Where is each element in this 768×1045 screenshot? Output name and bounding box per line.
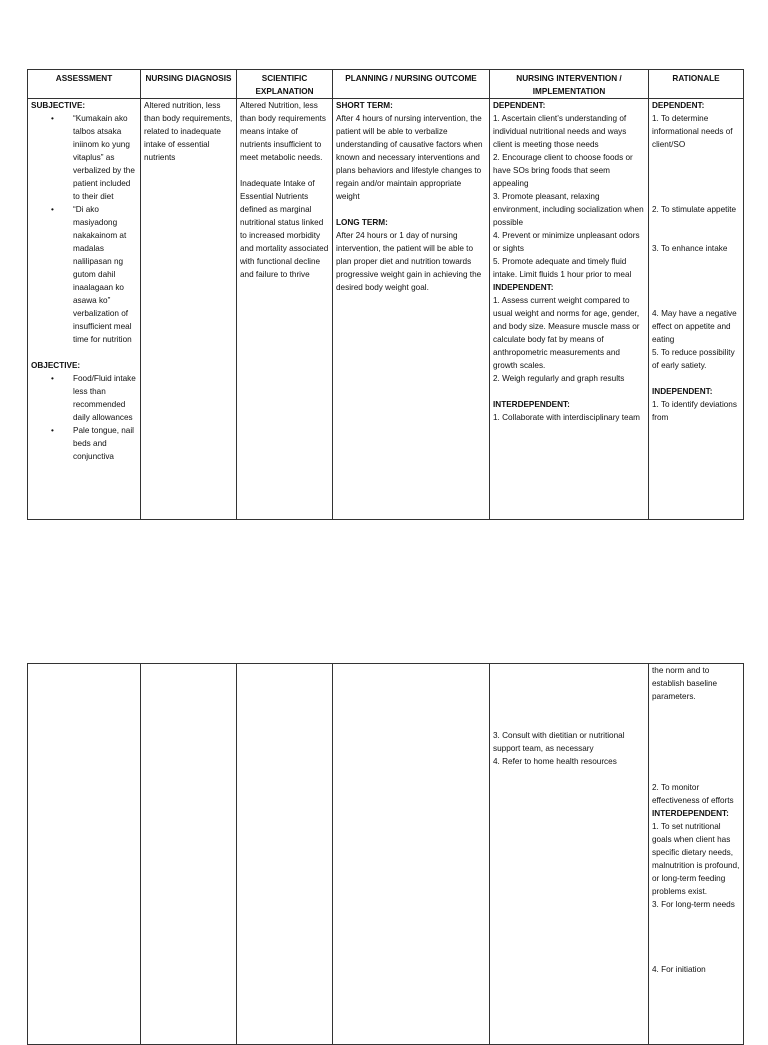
care-plan-table-page-1 xyxy=(27,69,744,520)
diagnosis-cell-continued xyxy=(141,664,237,1045)
long-term-text: After 24 hours or 1 day of nursing intervention, the patient will be able to plan proper diet and nutrition towards progressive weight gain in achieving the desired body weight goal. xyxy=(336,231,482,292)
long-term-label: LONG TERM: xyxy=(336,218,388,227)
header-assessment: ASSESSMENT xyxy=(28,70,141,99)
subjective-item: • “Kumakain ako talbos atsaka iniinom ko yung vitaplus” as verbalized by the patient included to their diet xyxy=(51,114,135,201)
intervention-item: 2. Weigh regularly and graph results xyxy=(493,374,625,383)
diagnosis-text: Altered nutrition, less than body requirements, related to inadequate intake of essential nutrients xyxy=(144,101,233,162)
care-plan-table-page-2 xyxy=(27,663,744,1045)
rationale-item: 3. To enhance intake xyxy=(652,244,728,253)
assessment-cell xyxy=(28,99,141,520)
header-scientific-explanation: SCIENTIFIC EXPLANATION xyxy=(237,70,333,99)
rationale-interdependent-label: INTERDEPENDENT: xyxy=(652,809,729,818)
rationale-cell xyxy=(649,99,744,520)
intervention-cell xyxy=(490,99,649,520)
independent-label: INDEPENDENT: xyxy=(493,283,554,292)
subjective-label: SUBJECTIVE: xyxy=(31,101,86,110)
header-intervention: NURSING INTERVENTION / IMPLEMENTATION xyxy=(490,70,649,99)
rationale-item: 1. To identify deviations from xyxy=(652,400,737,422)
dependent-label: DEPENDENT: xyxy=(493,101,546,110)
content-row xyxy=(28,664,744,1045)
rationale-cell-continued xyxy=(649,664,744,1045)
planning-cell xyxy=(333,99,490,520)
subjective-item: • “Di ako masiyadong nakakainom at madalas nalilipasan ng gutom dahil inaalagaan ko asawa ko” verbalization of insufficient meal time for nutrition xyxy=(51,205,132,344)
explanation-cell xyxy=(237,99,333,520)
intervention-item: 3. Consult with dietitian or nutritional support team, as necessary xyxy=(493,731,625,753)
planning-cell-continued xyxy=(333,664,490,1045)
diagnosis-cell xyxy=(141,99,237,520)
bullet-icon: • xyxy=(51,205,54,214)
explanation-paragraph-2: Inadequate Intake of Essential Nutrients defined as marginal nutritional status linked to increased morbidity and mortality associated with functional decline and failure to thrive xyxy=(240,179,329,279)
short-term-text: After 4 hours of nursing intervention, the patient will be able to verbalize understanding of causative factors when known and necessary interventions and plans behaviors and lifestyle changes to regain and/or maintain appropriate weight xyxy=(336,114,483,201)
intervention-item: 1. Collaborate with interdisciplinary team xyxy=(493,413,640,422)
rationale-item: 1. To determine informational needs of client/SO xyxy=(652,114,733,149)
intervention-item: 5. Promote adequate and timely fluid intake. Limit fluids 1 hour prior to meal xyxy=(493,257,632,279)
header-row xyxy=(28,70,744,99)
objective-label: OBJECTIVE: xyxy=(31,361,81,370)
intervention-cell-continued xyxy=(490,664,649,1045)
rationale-independent-label: INDEPENDENT: xyxy=(652,387,713,396)
rationale-item: 3. For long-term needs xyxy=(652,900,735,909)
bullet-icon: • xyxy=(51,374,54,383)
rationale-item-cut-off: 4. For initiation xyxy=(652,965,706,974)
explanation-cell-continued xyxy=(237,664,333,1045)
rationale-item: 5. To reduce possibility of early satiety. xyxy=(652,348,735,370)
rationale-item: 2. To stimulate appetite xyxy=(652,205,737,214)
intervention-item: 4. Prevent or minimize unpleasant odors or sights xyxy=(493,231,640,253)
intervention-item: 1. Assess current weight compared to usual weight and norms for age, gender, and body size. Measure muscle mass or calculate body fat by means of anthropometric measurements and growth scales. xyxy=(493,296,640,370)
rationale-item: 1. To set nutritional goals when client has specific dietary needs, malnutrition is profound, or long-term feeding problems exist. xyxy=(652,822,740,896)
short-term-label: SHORT TERM: xyxy=(336,101,393,110)
interdependent-label: INTERDEPENDENT: xyxy=(493,400,570,409)
objective-item: • Food/Fluid intake less than recommended daily allowances xyxy=(51,374,136,422)
header-nursing-diagnosis: NURSING DIAGNOSIS xyxy=(141,70,237,99)
intervention-item: 4. Refer to home health resources xyxy=(493,757,617,766)
explanation-paragraph-1: Altered Nutrition, less than body requirements means intake of nutrients insufficient to meet metabolic needs. xyxy=(240,101,327,162)
header-rationale: RATIONALE xyxy=(649,70,744,99)
intervention-item: 2. Encourage client to choose foods or have SOs bring foods that seem appealing xyxy=(493,153,633,188)
bullet-icon: • xyxy=(51,426,54,435)
assessment-cell-continued xyxy=(28,664,141,1045)
intervention-item: 3. Promote pleasant, relaxing environment, including socialization when possible xyxy=(493,192,644,227)
bullet-icon: • xyxy=(51,114,54,123)
objective-item: • Pale tongue, nail beds and conjunctiva xyxy=(51,426,134,461)
rationale-item: the norm and to establish baseline parameters. xyxy=(652,666,718,701)
header-planning: PLANNING / NURSING OUTCOME xyxy=(333,70,490,99)
rationale-item: 2. To monitor effectiveness of efforts xyxy=(652,783,734,805)
content-row xyxy=(28,99,744,520)
intervention-item: 1. Ascertain client’s understanding of individual nutritional needs and ways client is meeting those needs xyxy=(493,114,627,149)
rationale-item: 4. May have a negative effect on appetite and eating xyxy=(652,309,737,344)
rationale-dependent-label: DEPENDENT: xyxy=(652,101,705,110)
